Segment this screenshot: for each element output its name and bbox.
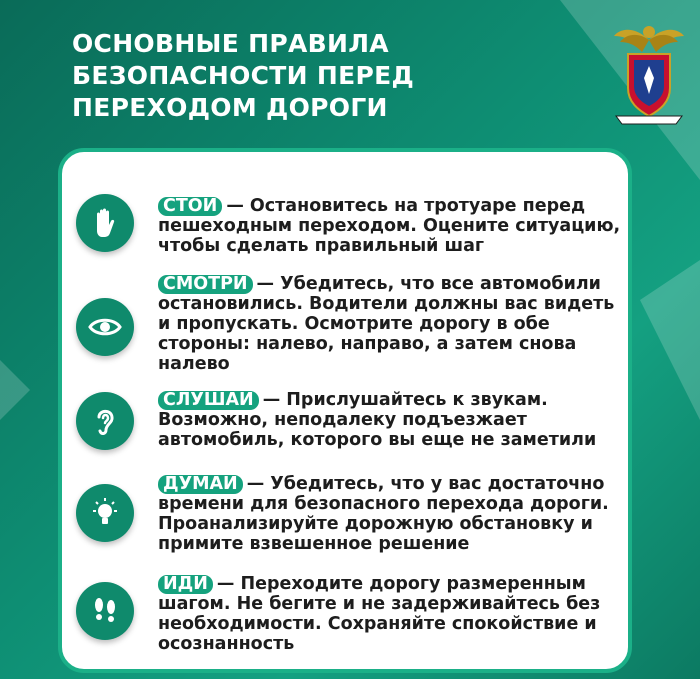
rule-keyword: ИДИ — [158, 575, 213, 594]
title-line-1: ОСНОВНЫЕ ПРАВИЛА — [72, 29, 389, 58]
eye-icon — [76, 298, 134, 356]
rule-keyword: СЛУШАЙ — [158, 391, 259, 410]
page-title — [72, 28, 522, 124]
rules-card — [58, 148, 632, 673]
hand-stop-icon — [76, 194, 134, 252]
rule-description: — Переходите дорогу размеренным шагом. Не бегите и не задерживайтесь без необходимости. Сохраняйте спокойствие и осознанность — [158, 574, 601, 654]
lightbulb-icon — [76, 484, 134, 542]
ear-icon — [76, 392, 134, 450]
rule-keyword: ДУМАЙ — [158, 475, 243, 494]
rule-text — [158, 390, 624, 450]
rule-description: — Убедитесь, что у вас достаточно времени для безопасного перехода дороги. Проанализируйте дорожную обстановку и примите взвешенное решение — [158, 474, 609, 554]
rule-text — [158, 574, 624, 654]
rule-description: — Прислушайтесь к звукам. Возможно, неподалеку подъезжает автомобиль, которого вы еще не заметили — [158, 390, 597, 450]
rule-text — [158, 474, 624, 554]
rule-description: — Убедитесь, что все автомобили остановились. Водители должны вас видеть и пропускать. Осмотрите дорогу в обе стороны: налево, направо, а затем снова налево — [158, 274, 615, 374]
police-emblem-icon — [610, 18, 688, 128]
title-line-3: ПЕРЕХОДОМ ДОРОГИ — [72, 93, 388, 122]
rule-keyword: СМОТРИ — [158, 275, 253, 294]
rule-text — [158, 274, 624, 374]
rule-description: — Остановитесь на тротуаре перед пешеходным переходом. Оцените ситуацию, чтобы сделать правильный шаг — [158, 196, 621, 256]
title-line-2: БЕЗОПАСНОСТИ ПЕРЕД — [72, 61, 415, 90]
rule-keyword: СТОЙ — [158, 197, 222, 216]
rule-text — [158, 196, 624, 256]
footprints-icon — [76, 582, 134, 640]
